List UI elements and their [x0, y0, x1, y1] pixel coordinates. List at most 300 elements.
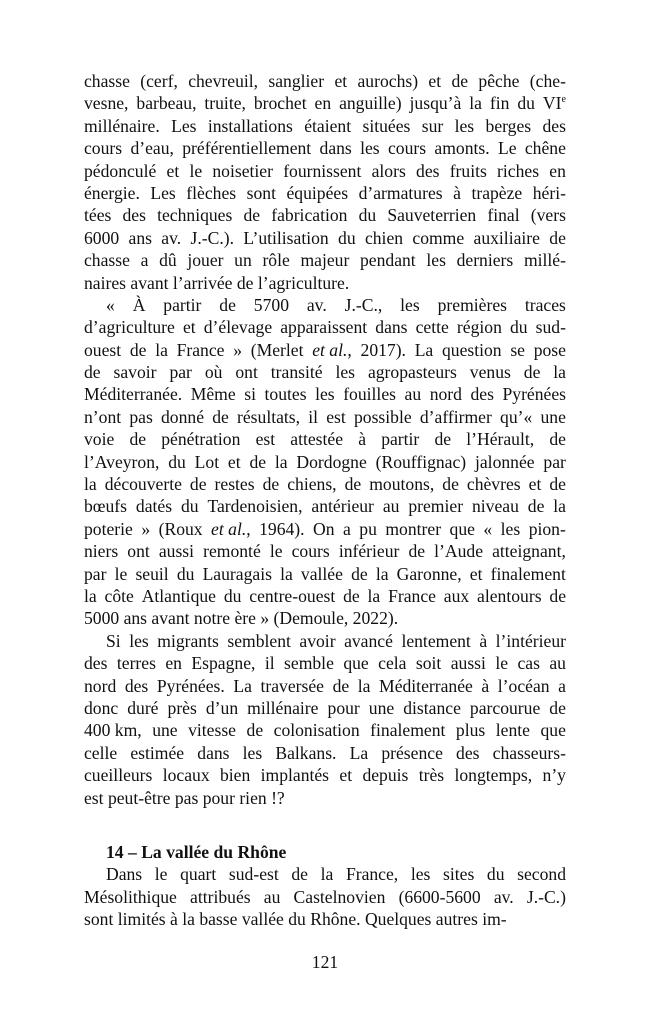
- word: le: [269, 541, 283, 562]
- word: millénaire.: [84, 115, 160, 136]
- word: duré: [127, 697, 159, 718]
- word: le: [495, 653, 509, 674]
- word: par: [169, 362, 192, 383]
- word: À: [132, 294, 146, 315]
- word: atteignant,: [492, 541, 566, 562]
- word: pas: [129, 406, 153, 427]
- text-line: [84, 316, 566, 338]
- word: et al.,: [211, 518, 251, 539]
- word: sur: [421, 115, 444, 136]
- word: (vers: [530, 205, 566, 226]
- word: chevreuil,: [188, 71, 259, 91]
- word: naires: [84, 272, 127, 293]
- word: Dans: [106, 864, 143, 885]
- word: pion-: [528, 518, 566, 539]
- word: de: [344, 474, 362, 495]
- word: dans: [197, 742, 230, 763]
- word: (cerf,: [140, 71, 178, 91]
- text-line: [84, 137, 566, 159]
- word: l’arrivée: [172, 272, 233, 293]
- word: terres: [116, 653, 156, 674]
- word: comme: [412, 227, 465, 248]
- word: (Demoule,: [273, 608, 349, 629]
- word: l’Aude: [434, 541, 484, 562]
- word: niers: [84, 541, 119, 562]
- word: av.: [161, 227, 182, 248]
- word: de: [332, 675, 350, 696]
- word: France: [388, 585, 436, 606]
- word: quart: [180, 864, 217, 885]
- word: basse: [199, 909, 238, 930]
- word: le: [114, 563, 128, 584]
- word: poterie: [84, 518, 133, 539]
- word: n’ont: [84, 406, 122, 427]
- word: Les: [171, 115, 197, 136]
- word: traversée: [260, 675, 324, 696]
- word: savoir: [113, 362, 157, 383]
- word: et al.,: [312, 339, 352, 360]
- word: pour: [202, 787, 235, 808]
- word: cas: [517, 653, 540, 674]
- word: sanglier: [268, 71, 325, 91]
- word: rien: [239, 787, 267, 808]
- word: au: [382, 496, 400, 517]
- word: restes: [214, 474, 255, 495]
- word: la: [84, 474, 97, 495]
- word: les: [410, 864, 431, 885]
- word: dans: [375, 317, 408, 338]
- word: La: [414, 339, 434, 360]
- word: 1964).: [259, 518, 305, 539]
- text-line: [84, 473, 566, 495]
- word: Sauveterrien: [387, 205, 477, 226]
- word: fournissent: [283, 160, 362, 181]
- word: ouest: [84, 339, 122, 360]
- word: avant: [130, 272, 169, 293]
- word: av.: [306, 294, 327, 315]
- word: pédonculé: [84, 160, 157, 181]
- word: d’un: [205, 697, 239, 718]
- word: il: [308, 406, 319, 427]
- word: chiens,: [287, 474, 337, 495]
- word: de: [291, 864, 308, 885]
- word: d’eau,: [130, 138, 174, 159]
- word: et: [528, 474, 542, 495]
- word: de: [442, 474, 459, 495]
- word: sont: [246, 182, 276, 203]
- word: résultats,: [237, 406, 301, 427]
- word: Lot: [194, 451, 220, 472]
- word: d’armatures: [358, 182, 443, 203]
- word: du: [176, 563, 195, 584]
- word: implantés: [260, 765, 330, 786]
- word: a: [558, 675, 566, 696]
- word: l’agriculture.: [257, 272, 350, 293]
- word: antérieur: [311, 496, 374, 517]
- text-line: [84, 272, 566, 294]
- word: partir: [163, 294, 202, 315]
- word: Pyrénées.: [156, 675, 225, 696]
- word: finalement: [490, 563, 566, 584]
- word: dû: [159, 250, 177, 271]
- word: chien: [364, 227, 404, 248]
- word: cours: [291, 541, 330, 562]
- word: J.-C.).: [190, 227, 234, 248]
- word: où: [204, 362, 223, 383]
- word: alentours: [477, 585, 542, 606]
- word: 5000: [84, 608, 120, 629]
- word: des: [124, 675, 149, 696]
- word: nord: [84, 675, 117, 696]
- word: pour: [327, 697, 360, 718]
- word: du: [338, 227, 356, 248]
- word: truite,: [204, 93, 246, 114]
- word: partir: [381, 429, 420, 450]
- word: héri-: [532, 182, 566, 203]
- word: à: [358, 429, 367, 450]
- text-line: [84, 518, 566, 540]
- text-line: [84, 70, 566, 92]
- word: cueilleurs: [84, 765, 153, 786]
- word: premier: [408, 496, 464, 517]
- word: est: [84, 787, 104, 808]
- word: de: [219, 294, 236, 315]
- word: de: [549, 474, 566, 495]
- word: pas: [174, 787, 199, 808]
- word: de: [84, 362, 101, 383]
- word: Si: [106, 630, 121, 651]
- text-line: [84, 886, 566, 908]
- word: bœufs: [84, 496, 128, 517]
- word: en: [549, 160, 566, 181]
- text-line: [84, 742, 566, 764]
- text-line: [84, 339, 566, 361]
- word: une: [368, 697, 395, 718]
- word: France,: [345, 864, 399, 885]
- word: les: [500, 518, 521, 539]
- word: techniques: [157, 205, 233, 226]
- word: et: [166, 160, 180, 181]
- word: centre-ouest: [249, 585, 336, 606]
- word: situées: [362, 115, 411, 136]
- word: les: [242, 742, 263, 763]
- word: et: [469, 563, 483, 584]
- word: pu: [359, 518, 377, 539]
- section-heading: 14 – La vallée du Rhône: [106, 841, 287, 862]
- word: côte: [104, 585, 134, 606]
- word: La: [233, 675, 252, 696]
- word: vitesse: [188, 720, 236, 741]
- word: à: [453, 182, 461, 203]
- word: la: [375, 563, 389, 584]
- word: de: [549, 227, 566, 248]
- word: inférieur: [338, 541, 400, 562]
- word: chasse: [84, 250, 130, 271]
- word: noisetier: [212, 160, 273, 181]
- word: Dordogne: [296, 451, 367, 472]
- word: limités: [117, 909, 166, 930]
- word: migrants: [157, 630, 219, 651]
- text-line: [84, 182, 566, 204]
- text-line: [84, 383, 566, 405]
- text-line: [84, 160, 566, 182]
- word: cours: [387, 138, 427, 159]
- word: tées: [84, 205, 112, 226]
- word: vesne,: [84, 93, 129, 114]
- word: du: [168, 451, 186, 472]
- text-line: [84, 697, 566, 719]
- text-line: [84, 451, 566, 473]
- text-line: [84, 908, 566, 930]
- word: pénétration: [161, 429, 241, 450]
- word: chêne: [524, 138, 566, 159]
- text-line: [84, 92, 566, 114]
- word: 2017).: [360, 339, 406, 360]
- word: l’Aveyron,: [84, 451, 160, 472]
- word: derniers: [456, 250, 514, 271]
- word: la: [553, 496, 566, 517]
- word: ère: [234, 608, 256, 629]
- word: sud-: [535, 317, 566, 338]
- text-line: [84, 540, 566, 562]
- word: Méditerranée: [379, 675, 473, 696]
- word: riches: [497, 160, 540, 181]
- word: attribués: [190, 886, 251, 907]
- word: de: [129, 429, 147, 450]
- text-line: [84, 406, 566, 428]
- text-line: [84, 585, 566, 607]
- word: aussi: [450, 653, 486, 674]
- word: 2022).: [352, 608, 399, 629]
- word: Pyrénées: [502, 384, 566, 405]
- word: sont: [84, 909, 114, 930]
- word: jalonnée: [474, 451, 535, 472]
- word: et: [334, 71, 348, 91]
- word: du: [223, 585, 242, 606]
- word: agropasteurs: [367, 362, 457, 383]
- word: cette: [415, 317, 449, 338]
- word: à: [170, 909, 178, 930]
- word: Balkans.: [275, 742, 337, 763]
- word: des: [542, 115, 566, 136]
- word: et: [182, 317, 196, 338]
- word: que: [343, 653, 369, 674]
- word: ont: [127, 541, 150, 562]
- text-line: [84, 428, 566, 450]
- word: estimée: [130, 742, 185, 763]
- word: berges: [485, 115, 532, 136]
- word: de: [262, 474, 280, 495]
- word: moutons,: [369, 474, 435, 495]
- word: d’affirmer: [419, 406, 492, 427]
- word: amonts.: [434, 138, 490, 159]
- word: remonté: [203, 541, 261, 562]
- word: autres: [435, 909, 478, 930]
- word: de: [246, 720, 264, 741]
- word: locaux: [162, 765, 210, 786]
- word: par: [543, 451, 566, 472]
- word: ans: [123, 608, 148, 629]
- word: des: [122, 205, 146, 226]
- word: en: [314, 93, 332, 114]
- word: et: [428, 71, 442, 91]
- word: millénaire: [247, 697, 319, 718]
- word: Castelnovien: [293, 886, 386, 907]
- word: barbeau,: [136, 93, 197, 114]
- text-line: [84, 204, 566, 226]
- word: des: [416, 160, 440, 181]
- word: est: [255, 429, 276, 450]
- word: avant: [151, 608, 190, 629]
- word: »: [260, 608, 270, 629]
- word: aussi: [158, 541, 195, 562]
- word: les: [454, 115, 475, 136]
- word: de: [129, 339, 147, 360]
- word: chasseurs-: [492, 742, 566, 763]
- word: Les: [150, 182, 176, 203]
- word: de: [434, 429, 452, 450]
- word: J.-C.,: [344, 294, 383, 315]
- word: étaient: [304, 115, 352, 136]
- word: flèches: [186, 182, 237, 203]
- word: L’utilisation: [243, 227, 329, 248]
- word: 400 km,: [84, 720, 142, 741]
- word: la: [274, 451, 288, 472]
- word: semblent: [227, 630, 291, 651]
- word: du: [517, 93, 535, 114]
- word: n’y: [542, 765, 566, 786]
- word: du: [509, 317, 528, 338]
- word: jouer: [187, 250, 224, 271]
- word: cours: [84, 138, 123, 159]
- word: voie: [84, 429, 115, 450]
- word: distance: [403, 697, 461, 718]
- word: millé-: [523, 250, 566, 271]
- word: de: [189, 474, 207, 495]
- word: Rhône.: [310, 909, 361, 930]
- page-number: 121: [311, 952, 339, 972]
- word: im-: [482, 909, 507, 930]
- word: à: [479, 630, 488, 651]
- word: celle: [84, 742, 118, 763]
- word: apparaissent: [280, 317, 368, 338]
- word: si: [244, 384, 256, 405]
- word: »: [233, 339, 242, 360]
- word: nord: [429, 384, 462, 405]
- word: plus: [455, 720, 486, 741]
- word: au: [549, 653, 566, 674]
- word: la: [469, 93, 482, 114]
- word: jusqu’à: [409, 93, 462, 114]
- word: premières: [437, 294, 507, 315]
- word: Même: [190, 384, 236, 405]
- word: une: [152, 720, 178, 741]
- word: région: [456, 317, 502, 338]
- word: ont: [235, 362, 258, 383]
- word: vallée: [241, 909, 284, 930]
- word: pêche: [478, 71, 520, 91]
- word: Garonne,: [396, 563, 462, 584]
- word: les: [335, 362, 356, 383]
- word: fouilles: [343, 384, 396, 405]
- text-line: [84, 294, 566, 316]
- word: France: [176, 339, 225, 360]
- word: !?: [271, 787, 285, 808]
- word: du: [180, 496, 199, 517]
- word: soit: [415, 653, 442, 674]
- text-line: [84, 719, 566, 741]
- word: aux: [443, 585, 470, 606]
- word: aurochs): [357, 71, 419, 91]
- word: le: [154, 864, 168, 885]
- word: »: [141, 518, 151, 539]
- word: la: [553, 362, 566, 383]
- word: possible: [353, 406, 412, 427]
- word: qu’«: [500, 406, 533, 427]
- word: de: [243, 205, 261, 226]
- word: présence: [381, 742, 443, 763]
- word: les: [400, 294, 420, 315]
- word: traces: [524, 294, 566, 315]
- word: l’océan: [497, 675, 550, 696]
- word: de: [351, 563, 368, 584]
- word: la: [280, 563, 293, 584]
- text-line: [84, 630, 566, 652]
- word: d’élevage: [203, 317, 273, 338]
- text-line: [84, 495, 566, 517]
- word: préférentiellement: [182, 138, 312, 159]
- word: colonisation: [273, 720, 360, 741]
- word: de: [343, 585, 360, 606]
- word: les: [360, 138, 380, 159]
- word: a: [343, 518, 351, 539]
- word: la: [367, 585, 381, 606]
- word: très: [418, 765, 445, 786]
- text-line: [84, 675, 566, 697]
- word: (che-: [529, 71, 566, 91]
- word: donné: [161, 406, 204, 427]
- text-line: [84, 227, 566, 249]
- text-line: [84, 607, 566, 629]
- body-text: [84, 70, 566, 930]
- word: vallée: [300, 563, 343, 584]
- word: majeur: [300, 250, 350, 271]
- word: est: [326, 406, 346, 427]
- word: depuis: [362, 765, 409, 786]
- word: la: [320, 864, 334, 885]
- word: «: [106, 294, 115, 315]
- word: découverte: [104, 474, 182, 495]
- word: la: [155, 339, 168, 360]
- word: que: [540, 720, 566, 741]
- word: lentement: [401, 630, 471, 651]
- word: pendant: [360, 250, 416, 271]
- word: équipées: [286, 182, 349, 203]
- word: de: [249, 451, 267, 472]
- word: de: [212, 406, 229, 427]
- text-line: [84, 652, 566, 674]
- word: Atlantique: [141, 585, 216, 606]
- word: au: [404, 384, 422, 405]
- word: de: [236, 272, 254, 293]
- word: par: [84, 563, 107, 584]
- word: Mésolithique: [84, 886, 177, 907]
- word: les: [315, 384, 335, 405]
- word: longtemps,: [454, 765, 533, 786]
- word: (Merlet: [250, 339, 304, 360]
- word: de: [408, 541, 426, 562]
- word: chèvres: [466, 474, 521, 495]
